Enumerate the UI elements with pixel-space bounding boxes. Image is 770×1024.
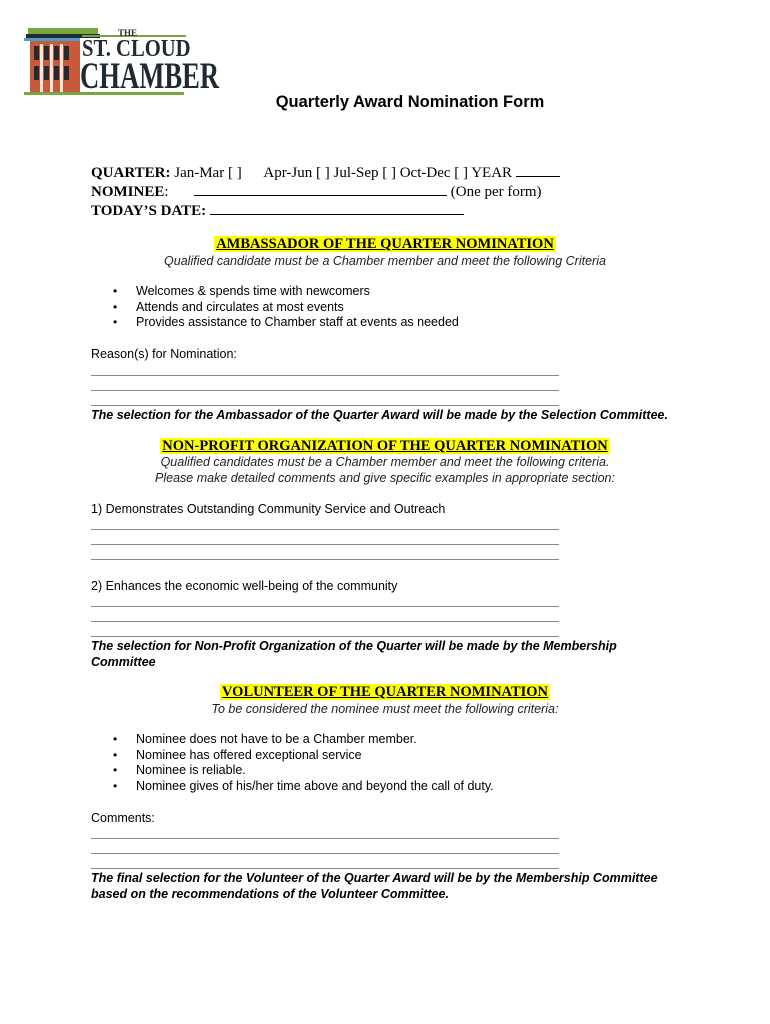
ambassador-section-title: AMBASSADOR OF THE QUARTER NOMINATION: [216, 236, 554, 252]
list-item: • Provides assistance to Chamber staff at events as needed: [91, 315, 459, 331]
logo-st-cloud-text: ST. CLOUD: [82, 36, 191, 62]
reasons-line[interactable]: [91, 390, 559, 391]
volunteer-selection-note: The final selection for the Volunteer of the Quarter Award will be by the Membership Committee based on the recommendations of the Volunteer Committee.: [91, 871, 658, 901]
comment-line[interactable]: [91, 838, 559, 839]
ambassador-criteria-list: [91, 284, 459, 331]
form-title: Quarterly Award Nomination Form: [275, 93, 545, 111]
nonprofit-criteria-intro-2: Please make detailed comments and give specific examples in appropriate section:: [155, 471, 615, 485]
comment-line[interactable]: [91, 544, 559, 545]
comment-line[interactable]: [91, 529, 559, 530]
volunteer-section-title: VOLUNTEER OF THE QUARTER NOMINATION: [221, 684, 549, 700]
nonprofit-item-1: 1) Demonstrates Outstanding Community Service and Outreach: [91, 502, 446, 516]
nominee-field[interactable]: [194, 183, 447, 196]
ambassador-selection-note: The selection for the Ambassador of the Quarter Award will be made by the Selection Committee.: [91, 408, 668, 422]
volunteer-criteria-list: [91, 732, 494, 794]
nominee-line: [91, 183, 542, 201]
st-cloud-chamber-logo: [22, 22, 220, 98]
logo-the-text: THE: [118, 28, 138, 38]
date-field[interactable]: [210, 202, 464, 215]
nonprofit-criteria-intro-1: Qualified candidates must be a Chamber member and meet the following criteria.: [160, 455, 610, 469]
comment-line[interactable]: [91, 636, 559, 637]
reasons-line[interactable]: [91, 405, 559, 406]
list-item: • Nominee does not have to be a Chamber member.: [91, 732, 494, 748]
list-item: • Nominee has offered exceptional service: [91, 748, 494, 764]
volunteer-criteria-intro: To be considered the nominee must meet the following criteria:: [211, 702, 559, 716]
reasons-line[interactable]: [91, 375, 559, 376]
reasons-label: Reason(s) for Nomination:: [91, 347, 237, 361]
list-item: • Nominee gives of his/her time above and beyond the call of duty.: [91, 779, 494, 795]
comment-line[interactable]: [91, 559, 559, 560]
comment-line[interactable]: [91, 606, 559, 607]
comment-line[interactable]: [91, 868, 559, 869]
logo-chamber-text: CHAMBER: [80, 56, 220, 97]
nominee-label: NOMINEE: [91, 184, 165, 200]
date-label: TODAY’S DATE:: [91, 203, 207, 219]
nonprofit-item-2: 2) Enhances the economic well-being of the community: [91, 579, 398, 593]
list-item: • Attends and circulates at most events: [91, 300, 459, 316]
nominee-note: (One per form): [450, 184, 542, 200]
nonprofit-selection-note: The selection for Non-Profit Organization of the Quarter will be made by the Membership Committee: [91, 639, 617, 669]
date-line: [91, 202, 464, 220]
quarter-options: Jan-Mar [ ] Apr-Jun [ ] Jul-Sep [ ] Oct-Dec [ ] YEAR: [174, 165, 513, 181]
quarter-label: QUARTER:: [91, 165, 171, 181]
comments-label: Comments:: [91, 811, 155, 825]
nominee-colon: :: [164, 184, 169, 200]
quarter-line: [91, 164, 560, 182]
list-item: • Welcomes & spends time with newcomers: [91, 284, 459, 300]
ambassador-criteria-intro: Qualified candidate must be a Chamber member and meet the following Criteria: [164, 254, 606, 268]
nonprofit-section-title: NON-PROFIT ORGANIZATION OF THE QUARTER NOMINATION: [162, 438, 608, 454]
year-field[interactable]: [516, 164, 560, 177]
comment-line[interactable]: [91, 621, 559, 622]
list-item: • Nominee is reliable.: [91, 763, 494, 779]
comment-line[interactable]: [91, 853, 559, 854]
